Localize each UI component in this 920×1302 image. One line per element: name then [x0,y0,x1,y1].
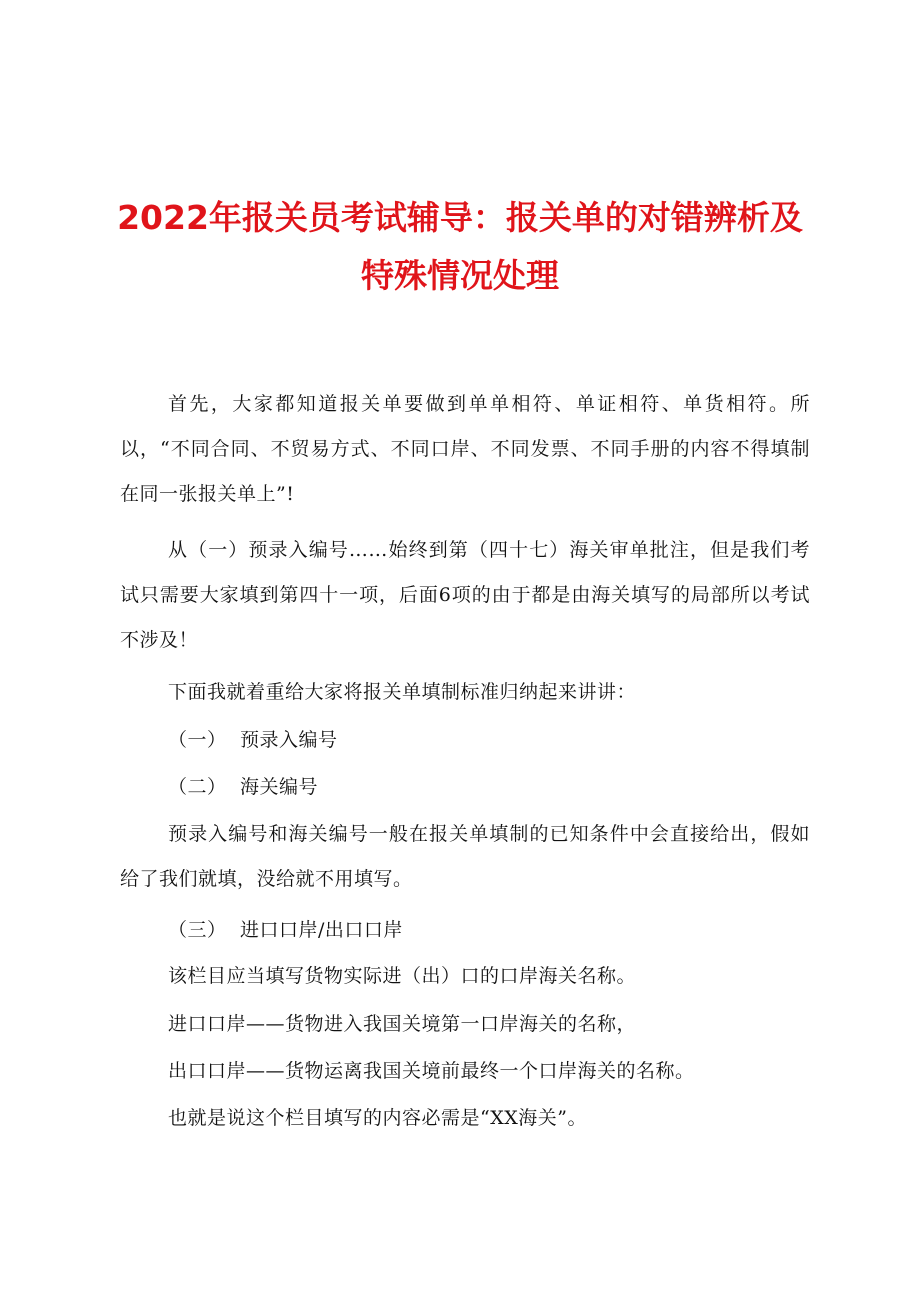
paragraph-summary-lead: 下面我就着重给大家将报关单填制标准归纳起来讲讲： [168,681,637,703]
paragraph-export-port: 出口口岸——货物运离我国关境前最终一个口岸海关的名称。 [168,1060,695,1082]
list-item-number: （三） [168,919,227,941]
document-title-line-2: 特殊情况处理 [361,256,559,295]
paragraph-import-port: 进口口岸——货物进入我国关境第一口岸海关的名称， [168,1013,637,1035]
document-title-line-1: 2022年报关员考试辅导：报关单的对错辨析及 [117,198,803,237]
list-item [168,908,808,953]
paragraph-port-definition: 该栏目应当填写货物实际进（出）口的口岸海关名称。 [168,965,637,987]
list-item-label: 预录入编号 [240,729,338,751]
paragraph-intro: 首先，大家都知道报关单要做到单单相符、单证相符、单货相符。所以，“不同合同、不贸易方式、不同口岸、不同发票、不同手册的内容不得填制在同一张报关单上”! [120,393,810,505]
list-item-label: 进口口岸/出口口岸 [240,919,403,941]
paragraph-port-conclusion: 也就是说这个栏目填写的内容必需是“XX海关”。 [168,1107,587,1129]
list-item [168,765,808,810]
paragraph-numbering-note: 预录入编号和海关编号一般在报关单填制的已知条件中会直接给出，假如给了我们就填，没给就不用填写。 [120,823,810,890]
paragraph-scope: 从（一）预录入编号……始终到第（四十七）海关审单批注，但是我们考试只需要大家填到第四十一项，后面6项的由于都是由海关填写的局部所以考试不涉及！ [120,539,810,651]
list-item [168,718,808,763]
list-item-number: （一） [168,729,227,751]
list-item-label: 海关编号 [240,776,319,798]
list-item-number: （二） [168,776,227,798]
